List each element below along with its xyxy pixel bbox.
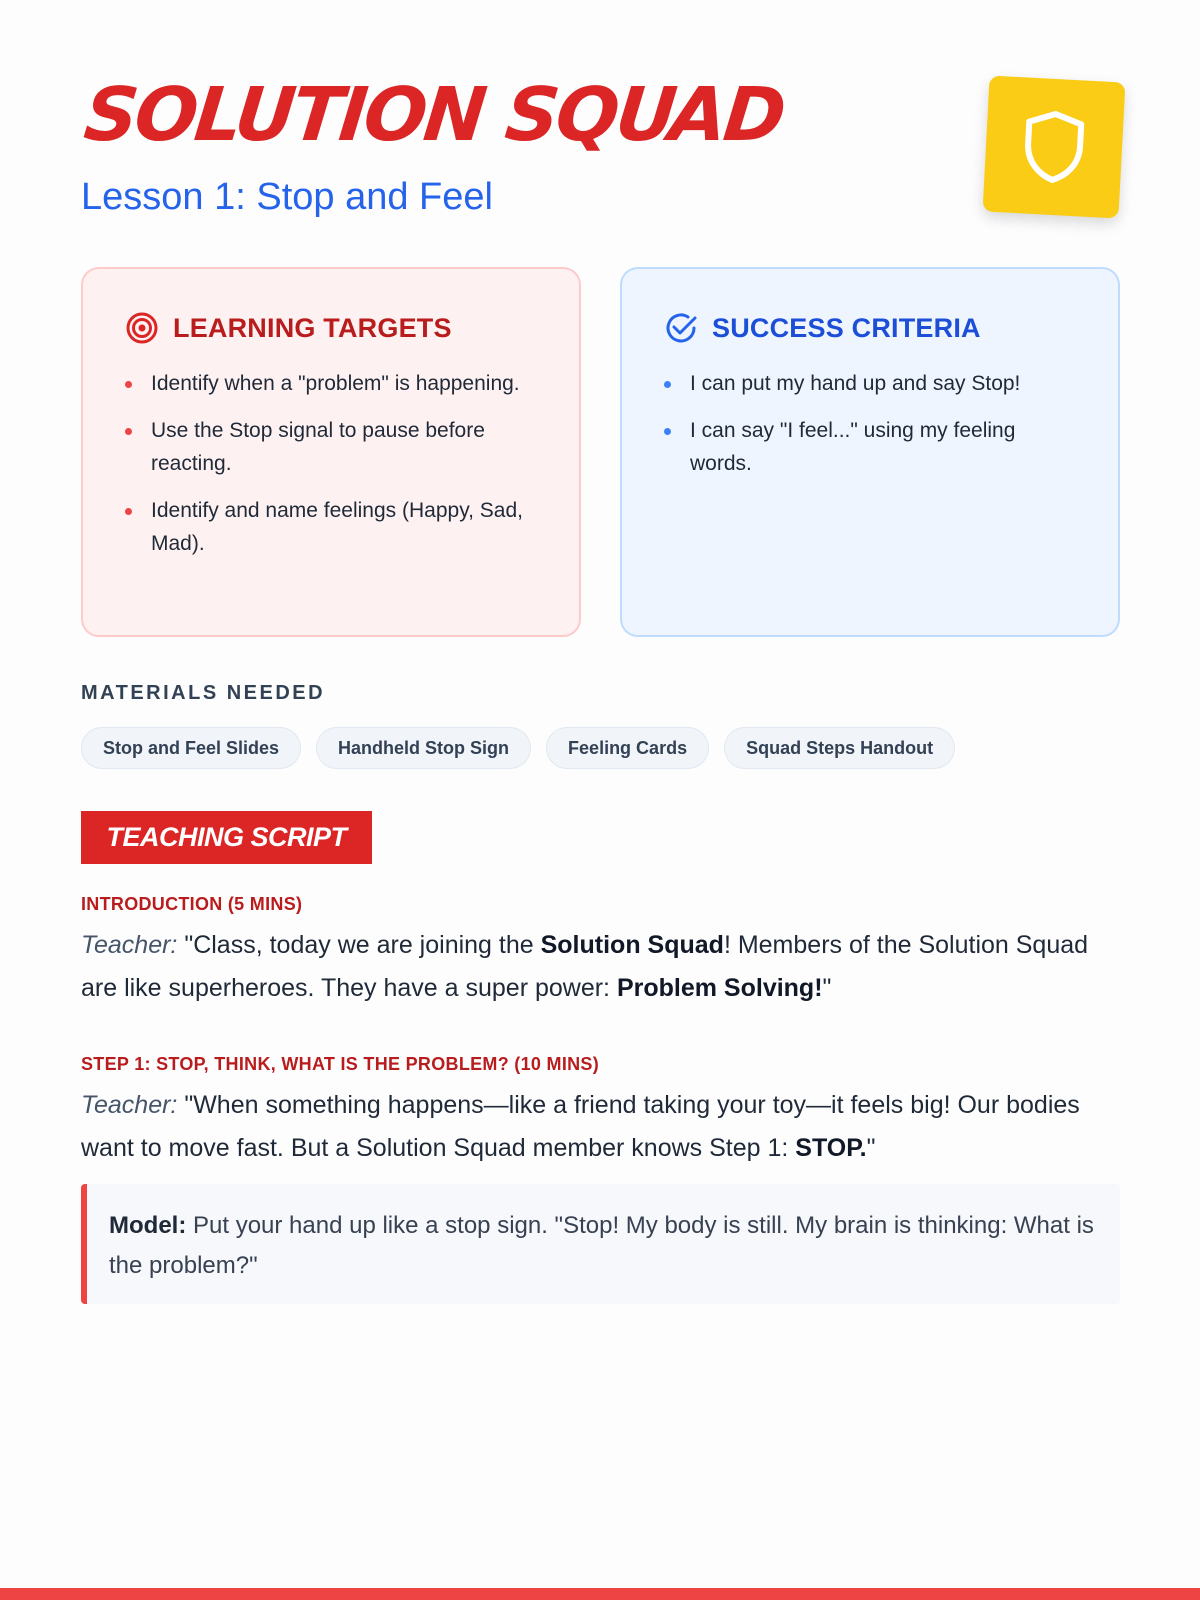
paragraph-text: ! Members of the Solution Squad are like superheroes. They have a super power:	[81, 931, 1089, 1002]
model-callout	[81, 1184, 1120, 1304]
footer-bar	[0, 1588, 1200, 1600]
target-icon	[125, 311, 159, 345]
learning-targets-list	[125, 367, 539, 560]
learning-targets-card	[81, 267, 581, 637]
list-item	[664, 367, 1078, 400]
emphasis-text: STOP.	[795, 1134, 867, 1162]
model-text: Put your hand up like a stop sign. "Stop! My body is still. My brain is thinking: What is the problem?"	[109, 1212, 1094, 1279]
step1-label: STEP 1: STOP, THINK, WHAT IS THE PROBLEM? (10 MINS)	[81, 1054, 600, 1074]
material-chip: Squad Steps Handout	[724, 727, 955, 769]
intro-label: INTRODUCTION (5 MINS)	[81, 894, 303, 914]
bullet-icon	[125, 381, 132, 388]
check-circle-icon	[664, 311, 698, 345]
step1-paragraph	[81, 1084, 1101, 1170]
success-criteria-card	[620, 267, 1120, 637]
success-criteria-list	[664, 367, 1078, 480]
list-item-text: Identify and name feelings (Happy, Sad, Mad).	[151, 499, 524, 555]
materials-heading: MATERIALS NEEDED	[81, 682, 326, 704]
speaker-label: Teacher:	[81, 931, 178, 959]
list-item-text: I can put my hand up and say Stop!	[690, 372, 1021, 395]
shield-badge	[983, 76, 1126, 219]
emphasis-text: Problem Solving!	[616, 974, 823, 1002]
list-item-text: Identify when a "problem" is happening.	[151, 372, 520, 395]
list-item	[664, 414, 1078, 480]
list-item-text: Use the Stop signal to pause before reacting.	[151, 419, 485, 475]
learning-targets-title: LEARNING TARGETS	[173, 312, 452, 343]
bullet-icon	[664, 428, 671, 435]
paragraph-text: "	[822, 974, 832, 1002]
lesson-title: Lesson 1: Stop and Feel	[81, 176, 493, 218]
bullet-icon	[664, 381, 671, 388]
brand-title: SOLUTION SQUAD	[80, 72, 788, 158]
materials-list	[81, 727, 955, 769]
speaker-label: Teacher:	[81, 1091, 178, 1119]
intro-paragraph	[81, 924, 1101, 1010]
material-chip: Stop and Feel Slides	[81, 727, 301, 769]
emphasis-text: Solution Squad	[540, 931, 724, 959]
model-label: Model:	[109, 1212, 187, 1239]
shield-icon	[1019, 107, 1089, 186]
bullet-icon	[125, 428, 132, 435]
paragraph-text: "	[866, 1134, 876, 1162]
list-item-text: I can say "I feel..." using my feeling words.	[690, 419, 1016, 475]
list-item	[125, 367, 539, 400]
teaching-script-banner: TEACHING SCRIPT	[81, 811, 372, 864]
success-criteria-header	[664, 311, 1078, 345]
paragraph-text: "When something happens—like a friend taking your toy—it feels big! Our bodies want to move fast. But a Solution Squad member knows Step 1:	[81, 1091, 1080, 1162]
material-chip: Feeling Cards	[546, 727, 709, 769]
bullet-icon	[125, 508, 132, 515]
learning-targets-header	[125, 311, 539, 345]
paragraph-text: "Class, today we are joining the	[177, 931, 541, 959]
list-item	[125, 494, 539, 560]
list-item	[125, 414, 539, 480]
material-chip: Handheld Stop Sign	[316, 727, 531, 769]
success-criteria-title: SUCCESS CRITERIA	[712, 312, 981, 343]
